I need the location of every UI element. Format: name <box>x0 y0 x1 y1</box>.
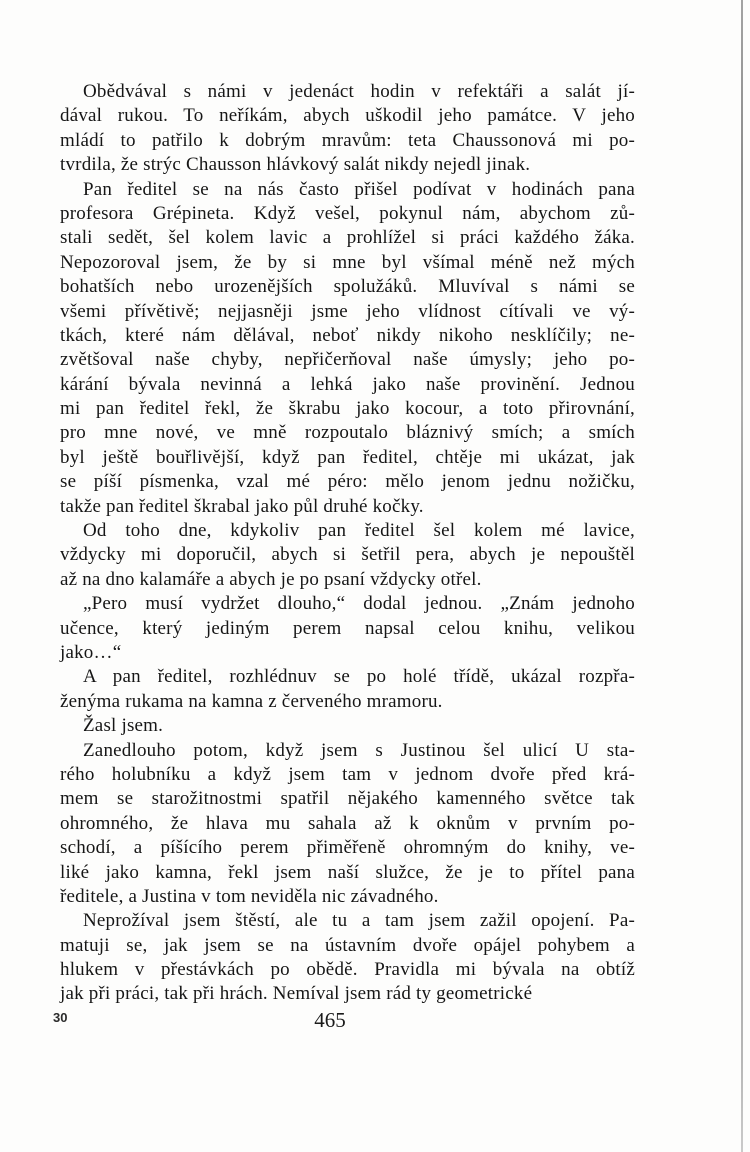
paragraph <box>60 739 635 910</box>
text-line: se píší písmenka, vzal mé péro: mělo jenom jednu nožičku, <box>60 471 635 493</box>
page-text <box>60 80 635 1007</box>
scan-edge-line <box>741 0 743 1152</box>
text-line: tkách, které nám dělával, neboť nikdy nikoho nesklíčily; ne- <box>60 324 635 346</box>
text-line: pro mne nové, ve mně rozpoutalo bláznivý smích; a smích <box>60 422 635 444</box>
paragraph <box>60 909 635 1007</box>
text-line: „Pero musí vydržet dlouho,“ dodal jednou. „Znám jednoho <box>83 593 635 615</box>
text-line: takže pan ředitel škrabal jako půl druhé kočky. <box>60 495 424 517</box>
text-line: liké jako kamna, řekl jsem naší služce, že je to přítel pana <box>60 861 635 883</box>
text-line: Od toho dne, kdykoliv pan ředitel šel kolem mé lavice, <box>83 520 635 542</box>
text-line: profesora Grépineta. Když vešel, pokynul nám, abychom zů- <box>60 202 635 224</box>
text-line: učence, který jediným perem napsal celou knihu, velikou <box>60 617 635 639</box>
text-line: jako…“ <box>60 641 122 663</box>
text-line: mem se starožitnostmi spatřil nějakého kamenného světce tak <box>60 788 635 810</box>
text-line: jak při práci, tak při hrách. Nemíval jsem rád ty geometrické <box>60 983 533 1005</box>
paragraph <box>60 665 635 714</box>
paragraph <box>60 178 635 519</box>
text-line: Žasl jsem. <box>83 715 164 737</box>
text-line: byl ještě bouřlivější, když pan ředitel, chtěje mi ukázat, jak <box>60 446 635 468</box>
text-line: ohromného, že hlava mu sahala až k oknům v prvním po- <box>60 812 635 834</box>
signature-mark: 30 <box>53 1010 68 1025</box>
text-line: až na dno kalamáře a abych je po psaní vždycky otřel. <box>60 568 482 590</box>
text-line: rého holubníku a když jsem tam v jednom dvoře před krá- <box>60 763 635 785</box>
text-line: všemi přívětivě; nejjasněji jsme jeho vlídnost cítívali ve vý- <box>60 300 635 322</box>
text-line: Obědvával s námi v jedenáct hodin v refektáři a salát jí- <box>83 81 635 102</box>
text-line: ředitele, a Justina v tom neviděla nic závadného. <box>60 885 439 907</box>
text-line: Neprožíval jsem štěstí, ale tu a tam jsem zažil opojení. Pa- <box>83 910 635 932</box>
text-line: matuji se, jak jsem se na ústavním dvoře opájel pohybem a <box>60 934 635 956</box>
paragraph <box>60 714 635 738</box>
text-line: kárání bývala nevinná a lehká jako naše provinění. Jednou <box>60 373 635 395</box>
text-line: Zanedlouho potom, když jsem s Justinou šel ulicí U sta- <box>83 739 635 761</box>
text-line: hlukem v přestávkách po obědě. Pravidla mi bývala na obtíž <box>60 959 635 981</box>
text-line: tvrdila, že strýc Chausson hlávkový salát nikdy nejedl jinak. <box>60 154 531 176</box>
text-line: Nepozoroval jsem, že by si mne byl všímal méně než mých <box>60 251 635 273</box>
paragraph <box>60 592 635 665</box>
text-line: stali sedět, šel kolem lavic a prohlížel si práci každého žáka. <box>60 227 635 249</box>
text-line: dával rukou. To neříkám, abych uškodil jeho památce. V jeho <box>60 105 635 127</box>
page-number: 465 <box>314 1008 346 1032</box>
text-line: Pan ředitel se na nás často přišel podívat v hodinách pana <box>83 178 635 200</box>
paragraph <box>60 519 635 592</box>
text-line: schodí, a píšícího perem přiměřeně ohromným do knihy, ve- <box>60 837 635 859</box>
text-line: mládí to patřilo k dobrým mravům: teta Chaussonová mi po- <box>60 129 635 151</box>
text-line: A pan ředitel, rozhlédnuv se po holé třídě, ukázal rozpřa- <box>83 666 635 688</box>
text-line: ženýma rukama na kamna z červeného mramoru. <box>60 690 443 712</box>
paragraph <box>60 80 635 178</box>
text-line: zvětšoval naše chyby, nepřičerňoval naše úmysly; jeho po- <box>60 349 635 371</box>
text-line: vždycky mi doporučil, abych si šetřil pera, abych je nepouštěl <box>60 544 635 566</box>
text-line: bohatších nebo urozenějších spolužáků. Mluvíval s námi se <box>60 276 635 298</box>
text-line: mi pan ředitel řekl, že škrabu jako kocour, a toto přirovnání, <box>60 398 635 420</box>
